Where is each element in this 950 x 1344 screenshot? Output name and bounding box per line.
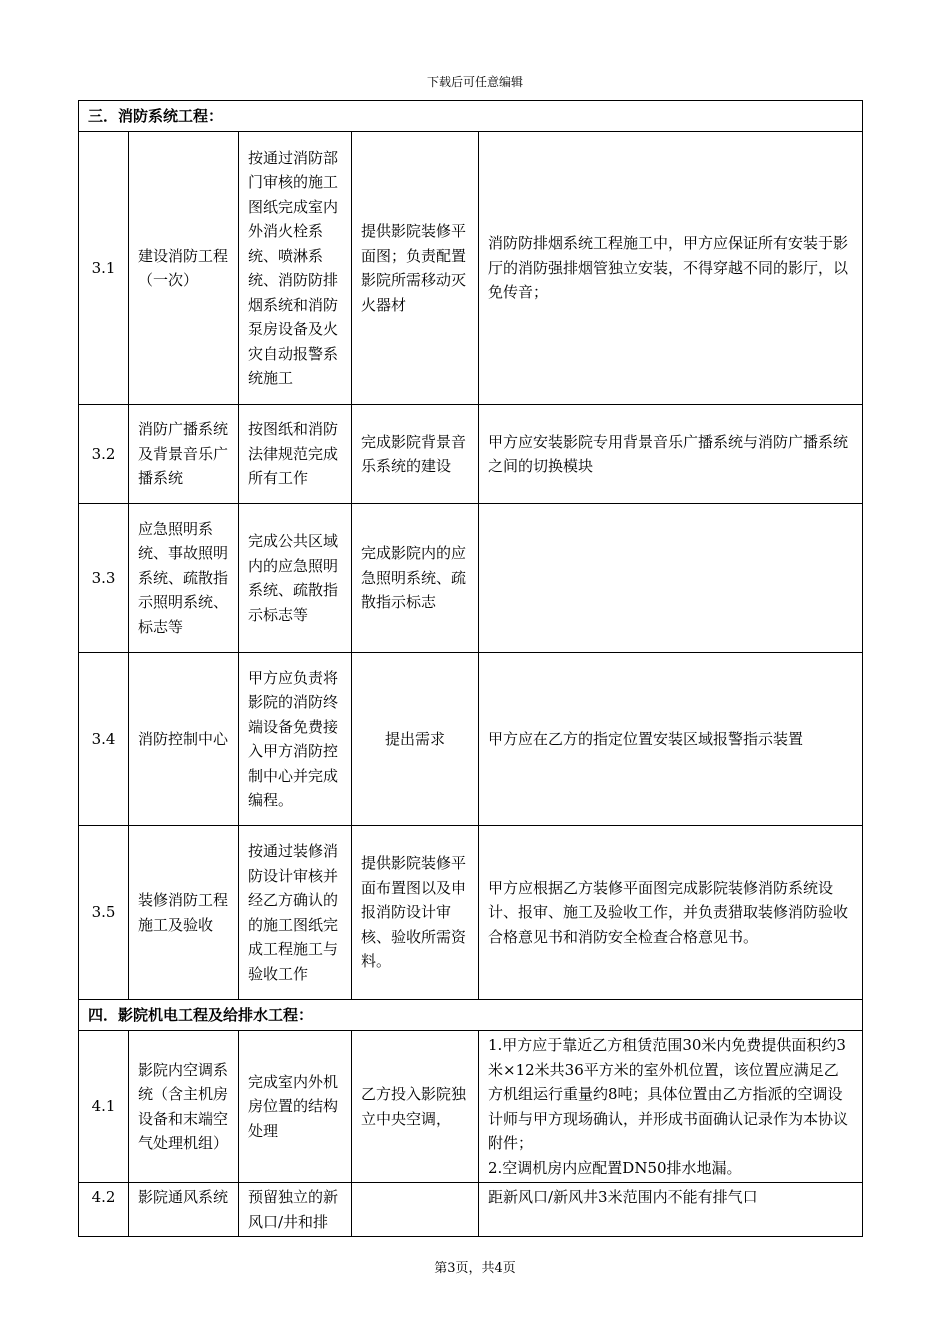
row-number: 3.5 <box>79 826 129 1000</box>
item-name: 影院通风系统 <box>129 1183 239 1237</box>
table-row <box>79 405 863 504</box>
table-row <box>79 1031 863 1183</box>
item-name: 消防广播系统及背景音乐广播系统 <box>129 405 239 504</box>
row-number: 3.2 <box>79 405 129 504</box>
table-row <box>79 826 863 1000</box>
row-number: 4.2 <box>79 1183 129 1237</box>
table-row <box>79 653 863 826</box>
party-b-duty: 提供影院装修平面图；负责配置影院所需移动灭火器材 <box>352 132 479 405</box>
remark-line: 2.空调机房内应配置DN50排水地漏。 <box>488 1158 742 1177</box>
item-name: 建设消防工程（一次） <box>129 132 239 405</box>
item-name: 应急照明系统、事故照明系统、疏散指示照明系统、标志等 <box>129 504 239 653</box>
remarks: 甲方应在乙方的指定位置安装区域报警指示装置 <box>479 653 863 826</box>
remarks: 甲方应根据乙方装修平面图完成影院装修消防系统设计、报审、施工及验收工作，并负责猎取装修消防验收合格意见书和消防安全检查合格意见书。 <box>479 826 863 1000</box>
section-header-row <box>79 101 863 132</box>
party-b-duty: 提供影院装修平面布置图以及申报消防设计审核、验收所需资料。 <box>352 826 479 1000</box>
party-a-duty: 完成公共区域内的应急照明系统、疏散指示标志等 <box>239 504 352 653</box>
party-a-duty: 预留独立的新风口/井和排 <box>239 1183 352 1237</box>
table-row <box>79 132 863 405</box>
party-b-duty: 乙方投入影院独立中央空调， <box>352 1031 479 1183</box>
page-footer: 第3页，共4页 <box>434 1261 516 1276</box>
row-number: 3.3 <box>79 504 129 653</box>
remarks <box>479 504 863 653</box>
item-name: 影院内空调系统（含主机房设备和末端空气处理机组） <box>129 1031 239 1183</box>
remarks: 距新风口/新风井3米范围内不能有排气口 <box>479 1183 863 1237</box>
item-name: 装修消防工程施工及验收 <box>129 826 239 1000</box>
party-a-duty: 按通过装修消防设计审核并经乙方确认的的施工图纸完成工程施工与验收工作 <box>239 826 352 1000</box>
item-name: 消防控制中心 <box>129 653 239 826</box>
row-number: 3.4 <box>79 653 129 826</box>
remarks <box>479 1031 863 1183</box>
section-title-mep: 四．影院机电工程及给排水工程： <box>79 1000 863 1031</box>
table-row <box>79 504 863 653</box>
row-number: 3.1 <box>79 132 129 405</box>
section-header-row <box>79 1000 863 1031</box>
party-b-duty: 提出需求 <box>352 653 479 826</box>
party-a-duty: 按通过消防部门审核的施工图纸完成室内外消火栓系统、喷淋系统、消防防排烟系统和消防泵房设备及火灾自动报警系统施工 <box>239 132 352 405</box>
party-a-duty: 按图纸和消防法律规范完成所有工作 <box>239 405 352 504</box>
party-b-duty: 完成影院内的应急照明系统、疏散指示标志 <box>352 504 479 653</box>
party-a-duty: 甲方应负责将影院的消防终端设备免费接入甲方消防控制中心并完成编程。 <box>239 653 352 826</box>
remark-line: 1.甲方应于靠近乙方租赁范围30米内免费提供面积约3米×12米共36平方米的室外机位置，该位置应满足乙方机组运行重量约8吨；具体位置由乙方指派的空调设计师与甲方现场确认，并形成书面确认记录作为本协议附件； <box>488 1036 849 1152</box>
party-b-duty <box>352 1183 479 1237</box>
remarks: 甲方应安装影院专用背景音乐广播系统与消防广播系统之间的切换模块 <box>479 405 863 504</box>
party-b-duty: 完成影院背景音乐系统的建设 <box>352 405 479 504</box>
remarks: 消防防排烟系统工程施工中，甲方应保证所有安装于影厅的消防强排烟管独立安装，不得穿越不同的影厅，以免传音； <box>479 132 863 405</box>
table-row <box>79 1183 863 1237</box>
row-number: 4.1 <box>79 1031 129 1183</box>
section-title-fire: 三．消防系统工程： <box>79 101 863 132</box>
responsibility-table <box>78 100 863 1237</box>
header-note: 下载后可任意编辑 <box>426 75 523 89</box>
party-a-duty: 完成室内外机房位置的结构处理 <box>239 1031 352 1183</box>
